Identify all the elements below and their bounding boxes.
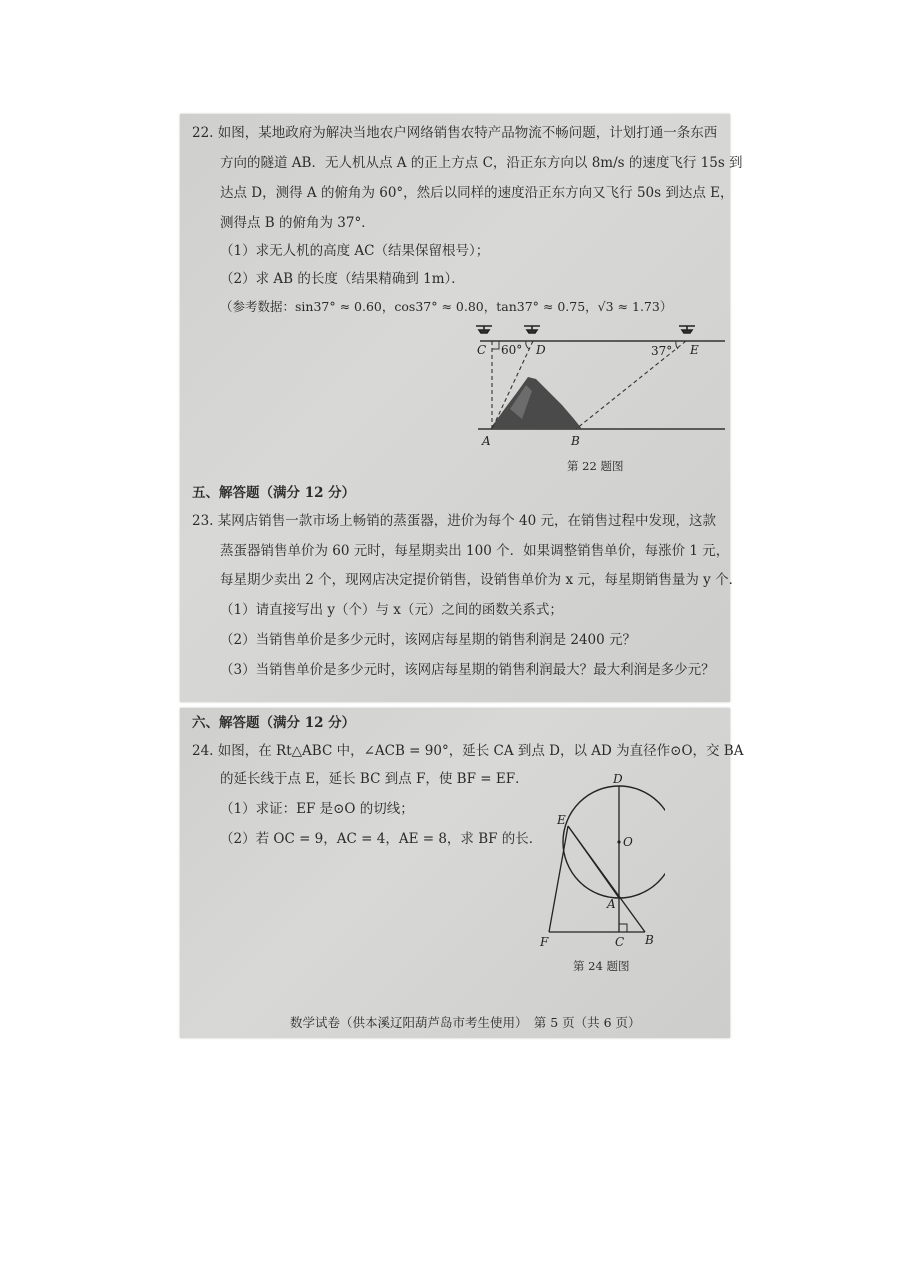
- center-dot: [617, 840, 620, 843]
- q22-line-4: 测得点 B 的俯角为 37°．: [220, 215, 375, 231]
- label-c: C: [477, 343, 487, 357]
- q22-line-1: 22. 如图，某地政府为解决当地农户网络销售农特产品物流不畅问题，计划打通一条东西: [192, 125, 718, 141]
- q24-line-1: 24. 如图，在 Rt△ABC 中，∠ACB = 90°，延长 CA 到点 D，以 AD 为直径作⊙O，交 BA: [192, 743, 744, 759]
- label-c: C: [615, 935, 625, 949]
- q22-figure-caption: 第 22 题图: [567, 459, 624, 473]
- angle-37-arc: [676, 341, 678, 349]
- right-angle-mark: [619, 924, 627, 932]
- q23-line-1: 23. 某网店销售一款市场上畅销的蒸蛋器，进价为每个 40 元，在销售过程中发现，这款: [192, 513, 717, 529]
- drone-icon: [679, 326, 695, 333]
- exam-photo-bottom: [180, 708, 744, 1038]
- exam-photo-top: [180, 114, 743, 702]
- label-b: B: [571, 434, 580, 448]
- label-angle-37: 37°: [651, 344, 673, 358]
- q24-figure-caption: 第 24 题图: [573, 959, 630, 973]
- q23-sub-1: （1）请直接写出 y（个）与 x（元）之间的函数关系式；: [220, 602, 563, 618]
- q24-sub-2: （2）若 OC = 9，AC = 4，AE = 8，求 BF 的长．: [220, 831, 543, 847]
- q24-figure: [535, 774, 665, 954]
- label-a: A: [482, 434, 491, 448]
- mountain-shape: [490, 377, 582, 429]
- q24-sub-1: （1）求证：EF 是⊙O 的切线；: [220, 801, 414, 817]
- label-o: O: [623, 835, 633, 849]
- q22-line-3: 达点 D，测得 A 的俯角为 60°，然后以同样的速度沿正东方向又飞行 50s 到达点 E，: [220, 185, 734, 201]
- angle-60-arc: [526, 341, 529, 349]
- q22-line-2: 方向的隧道 AB．无人机从点 A 的正上方点 C，沿正东方向以 8m/s 的速度飞行 15s 到: [220, 155, 743, 171]
- label-f: F: [540, 935, 549, 949]
- q23-sub-3: （3）当销售单价是多少元时，该网店每星期的销售利润最大？最大利润是多少元？: [220, 662, 715, 678]
- q22-sub-1: （1）求无人机的高度 AC（结果保留根号）；: [220, 243, 490, 259]
- section-6-title: 六、解答题（满分 12 分）: [192, 715, 356, 731]
- drone-icon: [476, 326, 492, 333]
- chord-ea: [568, 826, 619, 898]
- label-angle-60: 60°: [501, 343, 523, 357]
- label-d: D: [536, 343, 546, 357]
- q24-line-2: 的延长线于点 E，延长 BC 到点 F，使 BF = EF．: [220, 771, 529, 787]
- page-footer: 数学试卷（供本溪辽阳葫芦岛市考生使用） 第 5 页（共 6 页）: [290, 1015, 641, 1030]
- q23-sub-2: （2）当销售单价是多少元时，该网店每星期的销售利润是 2400 元？: [220, 632, 637, 648]
- line-ef: [549, 826, 568, 932]
- right-angle-mark: [492, 341, 499, 349]
- label-a: A: [607, 897, 616, 911]
- q22-reference-data: （参考数据：sin37° ≈ 0.60，cos37° ≈ 0.80，tan37° ≈ 0.75，√3 ≈ 1.73）: [220, 299, 673, 314]
- q22-sub-2: （2）求 AB 的长度（结果精确到 1m）．: [220, 271, 465, 287]
- section-5-title: 五、解答题（满分 12 分）: [192, 485, 356, 501]
- circle-o: [563, 786, 665, 898]
- q23-line-3: 每星期少卖出 2 个，现网店决定提价销售，设销售单价为 x 元，每星期销售量为 y 个．: [220, 572, 743, 588]
- label-e: E: [557, 813, 566, 827]
- label-d: D: [613, 774, 623, 786]
- q22-figure: [470, 319, 730, 459]
- drone-icon: [524, 326, 540, 333]
- label-e: E: [690, 343, 699, 357]
- q23-line-2: 蒸蛋器销售单价为 60 元时，每星期卖出 100 个．如果调整销售单价，每涨价 1 元，: [220, 543, 730, 559]
- label-b: B: [645, 933, 654, 947]
